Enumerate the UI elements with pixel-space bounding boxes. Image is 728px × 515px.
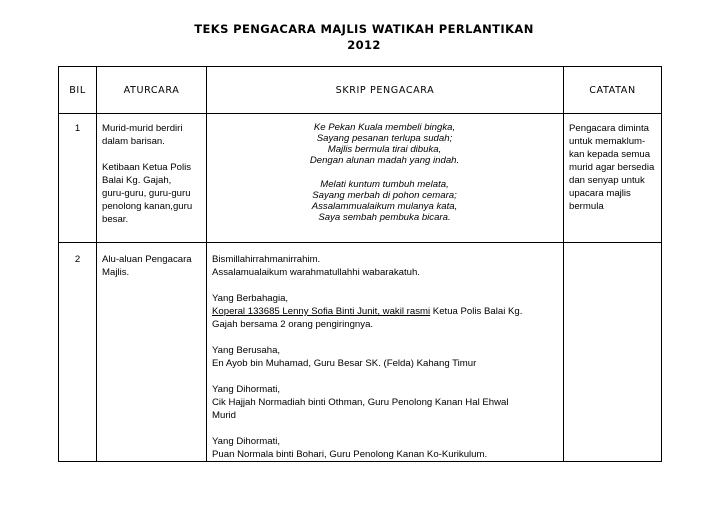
pantun-stanza [212, 179, 557, 223]
script-line: Yang Dihormati, [212, 436, 281, 447]
row2-aturcara-line: Majlis. [102, 267, 130, 278]
row2-bil-cell [59, 243, 97, 462]
guest-title: Ketua Polis Balai Kg. [430, 306, 523, 317]
pantun-line: Melati kuntum tumbuh melata, [320, 179, 449, 190]
row1-aturcara-line: Balai Kg. Gajah, [102, 175, 172, 186]
row1-number: 1 [74, 123, 81, 134]
script-line: Bismillahirrahmanirrahim. [212, 254, 321, 265]
document-year: 2012 [347, 38, 381, 52]
catatan-line: murid agar bersedia [569, 162, 655, 173]
document-title: TEKS PENGACARA MAJLIS WATIKAH PERLANTIKAN [194, 22, 534, 36]
table-row [59, 114, 662, 243]
row1-aturcara-line: guru-guru, guru-guru [102, 188, 191, 199]
script-line: Yang Berbahagia, [212, 293, 289, 304]
row1-catatan-cell [564, 114, 662, 243]
underlined-guest-name: Koperal 133685 Lenny Sofia Binti Junit, wakil rasmi [212, 306, 431, 317]
catatan-line: Pengacara diminta [569, 123, 649, 134]
header-aturcara: ATURCARA [97, 67, 207, 114]
pantun-line: Saya sembah pembuka bicara. [318, 212, 451, 223]
script-line: En Ayob bin Muhamad, Guru Besar SK. (Felda) Kahang Timur [212, 358, 477, 369]
pantun-line: Majlis bermula tirai dibuka, [327, 144, 442, 155]
script-line: Assalamualaikum warahmatullahhi wabarakatuh. [212, 267, 420, 278]
catatan-line: upacara majlis [569, 188, 631, 199]
pantun-line: Dengan alunan madah yang indah. [309, 155, 460, 166]
script-line: Murid [212, 410, 236, 421]
row2-catatan [564, 243, 661, 251]
row1-aturcara-line: penolong kanan,guru [102, 201, 193, 212]
row2-number: 2 [74, 254, 81, 265]
catatan-line: kan kepada semua [569, 149, 651, 160]
pantun-line: Sayang merbah di pohon cemara; [312, 190, 457, 201]
row1-skrip-cell [207, 114, 564, 243]
pantun-stanza [212, 122, 557, 166]
row2-catatan-cell [564, 243, 662, 462]
emcee-script-table [58, 66, 662, 462]
catatan-line: untuk memaklum- [569, 136, 646, 147]
catatan-line: bermula [569, 201, 604, 212]
pantun-line: Ke Pekan Kuala membeli bingka, [313, 122, 456, 133]
row2-skrip-cell [207, 243, 564, 462]
header-skrip: SKRIP PENGACARA [207, 67, 564, 114]
script-line [212, 305, 559, 318]
pantun-line: Sayang pesanan terlupa sudah; [316, 133, 453, 144]
script-line: Puan Normala binti Bohari, Guru Penolong Kanan Ko-Kurikulum. [212, 449, 488, 460]
script-line: Yang Berusaha, [212, 345, 281, 356]
table-row [59, 243, 662, 462]
catatan-line: dan senyap untuk [569, 175, 645, 186]
row1-aturcara-cell [97, 114, 207, 243]
header-catatan: CATATAN [564, 67, 662, 114]
pantun-line: Assalammualaikum mulanya kata, [311, 201, 458, 212]
header-bil: BIL [59, 67, 97, 114]
script-line: Yang Dihormati, [212, 384, 281, 395]
welcome-script [207, 243, 563, 461]
row2-aturcara-line: Alu-aluan Pengacara [102, 254, 192, 265]
script-line: Gajah bersama 2 orang pengiringnya. [212, 319, 374, 330]
pantun [207, 114, 563, 223]
script-line: Cik Hajjah Normadiah binti Othman, Guru Penolong Kanan Hal Ehwal [212, 397, 509, 408]
row1-aturcara-line: Murid-murid berdiri [102, 123, 183, 134]
row1-bil-cell [59, 114, 97, 243]
row1-aturcara-line: Ketibaan Ketua Polis [102, 162, 192, 173]
row1-aturcara-line: besar. [102, 214, 129, 225]
row2-aturcara-cell [97, 243, 207, 462]
row1-aturcara-line: dalam barisan. [102, 136, 165, 147]
table-header-row [59, 67, 662, 114]
